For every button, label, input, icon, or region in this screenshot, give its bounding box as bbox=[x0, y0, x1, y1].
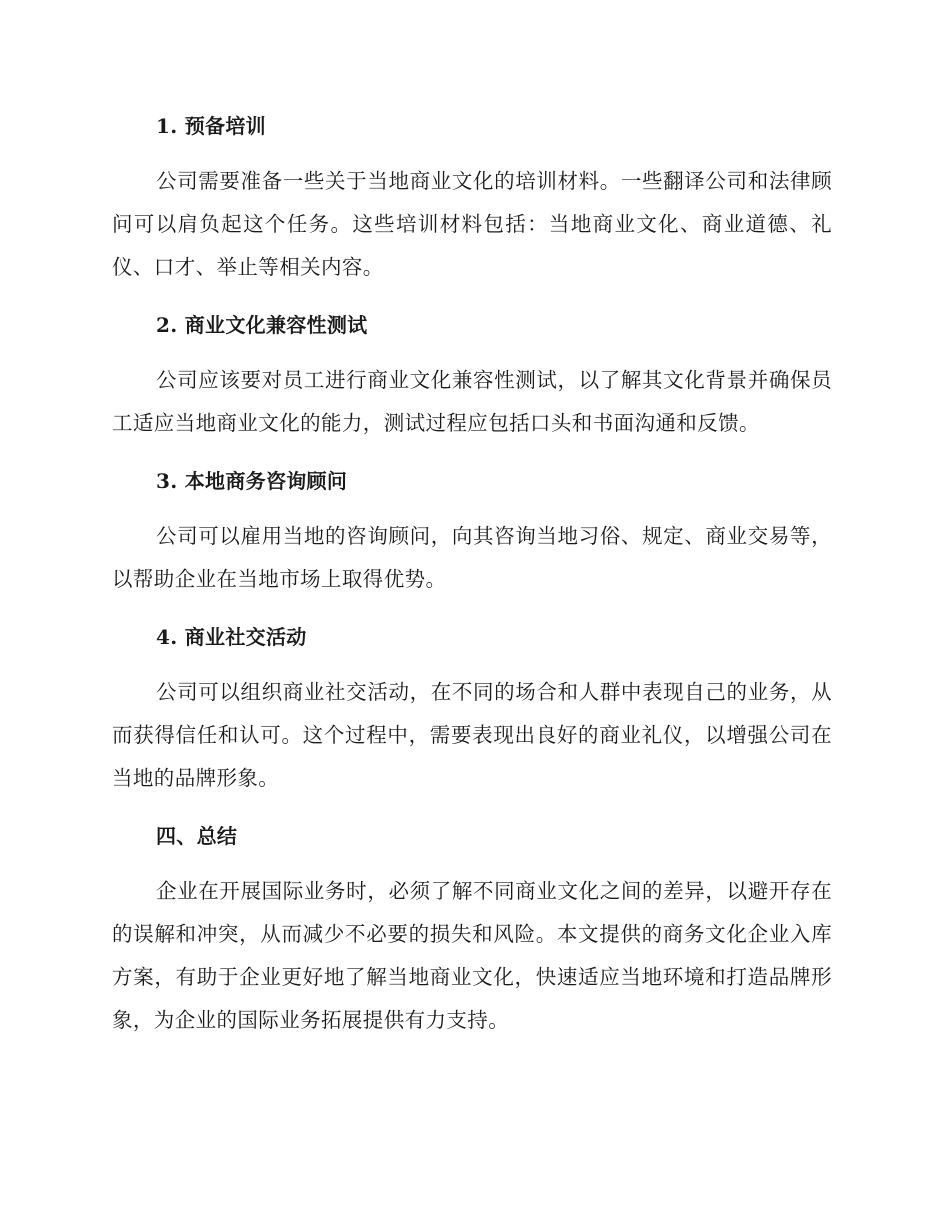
section-body-social-activities: 公司可以组织商业社交活动，在不同的场合和人群中表现自己的业务，从而获得信任和认可。这个过程中，需要表现出良好的商业礼仪，以增强公司在当地的品牌形象。 bbox=[112, 680, 832, 790]
section-body-training: 公司需要准备一些关于当地商业文化的培训材料。一些翻译公司和法律顾问可以肩负起这个任务。这些培训材料包括：当地商业文化、商业道德、礼仪、口才、举止等相关内容。 bbox=[112, 169, 832, 279]
section-body-local-consultant: 公司可以雇用当地的咨询顾问，向其咨询当地习俗、规定、商业交易等，以帮助企业在当地市场上取得优势。 bbox=[112, 524, 832, 591]
section-heading-summary: 四、总结 bbox=[156, 824, 238, 848]
section-heading-local-consultant: 3. 本地商务咨询顾问 bbox=[156, 469, 348, 493]
section-body-summary: 企业在开展国际业务时，必须了解不同商业文化之间的差异，以避开存在的误解和冲突，从而减少不必要的损失和风险。本文提供的商务文化企业入库方案，有助于企业更好地了解当地商业文化，快速适应当地环境和打造品牌形象，为企业的国际业务拓展提供有力支持。 bbox=[112, 879, 832, 1032]
section-heading-social-activities: 4. 商业社交活动 bbox=[156, 625, 307, 649]
section-body-compatibility-test: 公司应该要对员工进行商业文化兼容性测试，以了解其文化背景并确保员工适应当地商业文化的能力，测试过程应包括口头和书面沟通和反馈。 bbox=[112, 368, 832, 435]
section-heading-training: 1. 预备培训 bbox=[156, 114, 266, 138]
section-heading-compatibility-test: 2. 商业文化兼容性测试 bbox=[156, 313, 368, 337]
document-page bbox=[112, 106, 832, 1058]
